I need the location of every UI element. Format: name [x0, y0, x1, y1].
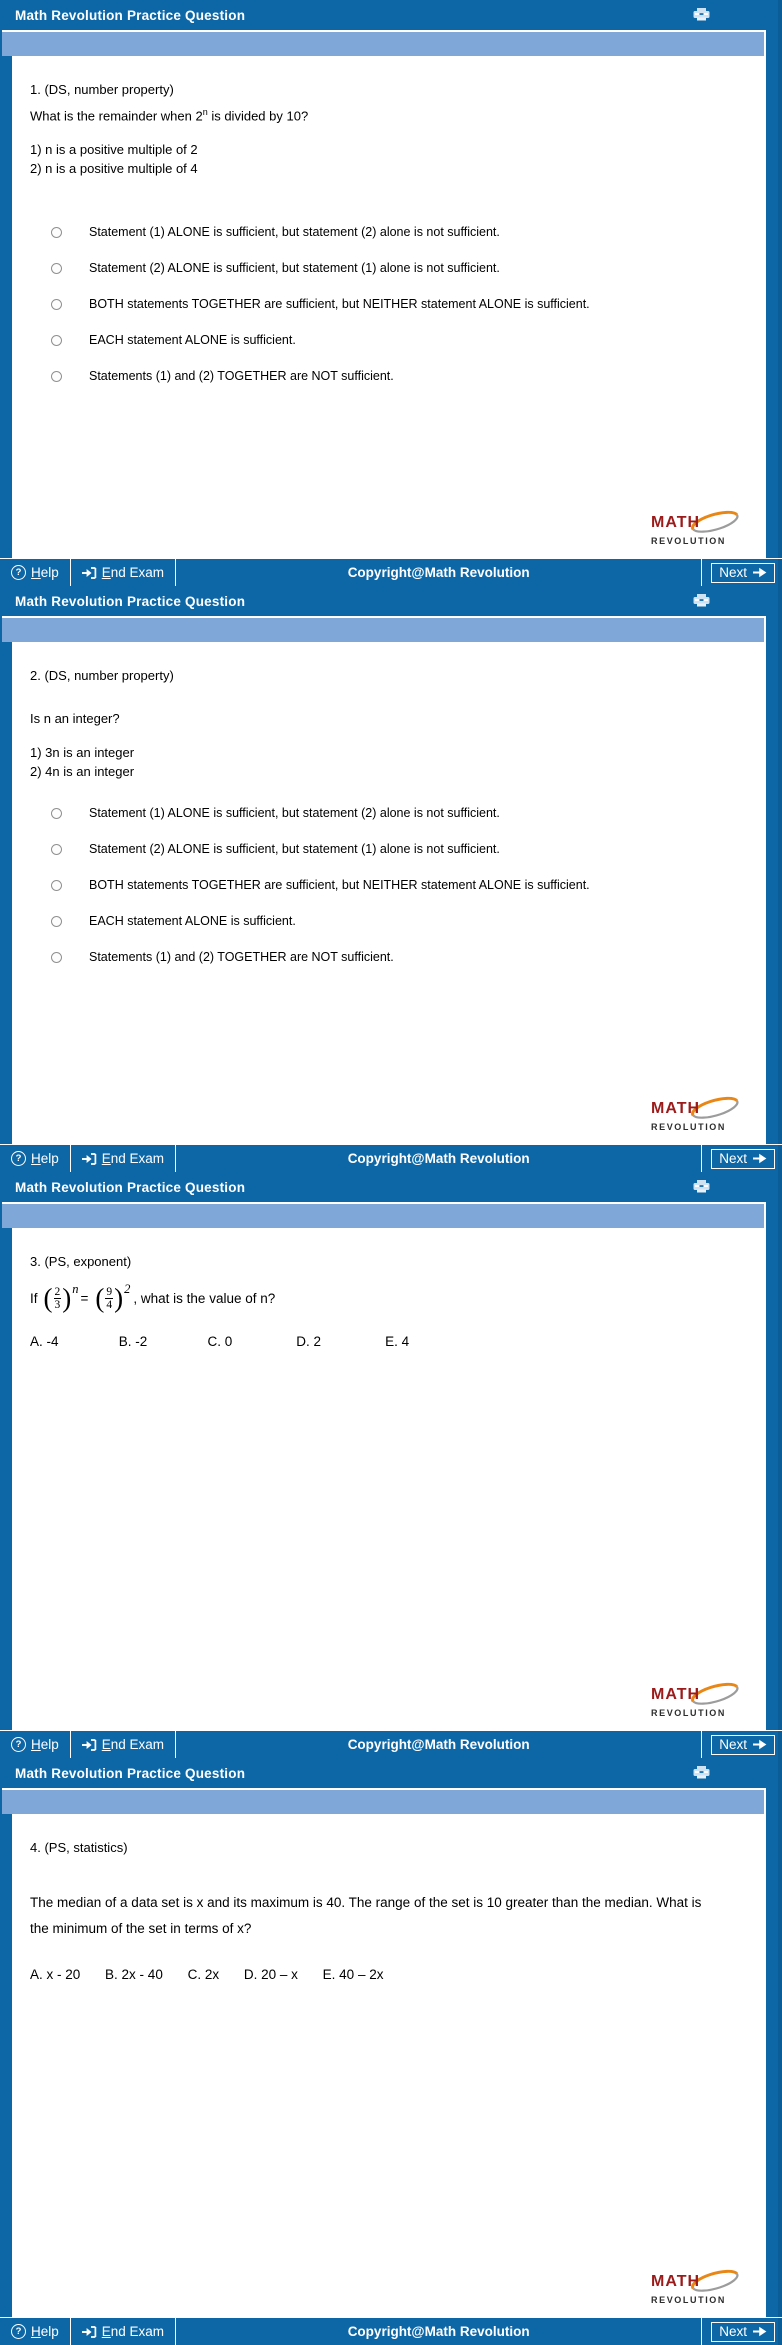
question-header: 1. (DS, number property) — [30, 82, 174, 97]
stem-text: is divided by 10? — [207, 108, 309, 124]
label-text: N — [719, 564, 729, 580]
bottom-toolbar — [0, 558, 782, 586]
logo-revolution-text: REVOLUTION — [651, 536, 727, 546]
choice-c: C. 0 — [207, 1334, 233, 1349]
left-paren: ( — [43, 1283, 53, 1313]
answer-options — [30, 804, 746, 967]
answer-options — [30, 223, 746, 386]
titlebar — [0, 1758, 782, 1788]
option-label: BOTH statements TOGETHER are sufficient, but NEITHER statement ALONE is sufficient. — [89, 297, 590, 312]
radio-circle[interactable] — [51, 808, 62, 819]
window-title: Math Revolution Practice Question — [15, 593, 246, 609]
end-exam-button[interactable] — [71, 2318, 175, 2345]
label-text: H — [31, 565, 41, 580]
radio-circle[interactable] — [51, 952, 62, 963]
math-revolution-logo — [651, 513, 749, 546]
choice-d: D. 20 – x — [243, 1967, 298, 1982]
option-label: BOTH statements TOGETHER are sufficient, but NEITHER statement ALONE is sufficient. — [89, 878, 590, 892]
help-label — [31, 1737, 59, 1752]
question-content — [12, 1814, 766, 2317]
next-button[interactable] — [711, 563, 775, 583]
label-text: nd Exam — [110, 2324, 165, 2339]
option-label: EACH statement ALONE is sufficient. — [89, 333, 296, 348]
titlebar — [0, 1172, 782, 1202]
statement-1: 1) n is a positive multiple of 2 — [30, 142, 198, 158]
fraction-9-4 — [105, 1286, 113, 1311]
answer-option-d[interactable] — [30, 912, 746, 931]
question-header: 2. (DS, number property) — [30, 668, 174, 683]
option-label: Statements (1) and (2) TOGETHER are NOT sufficient. — [89, 369, 394, 384]
next-button[interactable] — [711, 1149, 775, 1169]
label-text: nd Exam — [110, 1737, 165, 1752]
equation — [30, 1282, 746, 1313]
math-revolution-logo — [651, 2272, 749, 2305]
right-arrow-icon — [753, 567, 767, 578]
help-icon: ? — [11, 2324, 26, 2339]
equation-text: , what is the value of n? — [133, 1291, 276, 1306]
label-text: H — [31, 1151, 41, 1166]
copyright-text: Copyright@Math Revolution — [347, 1737, 530, 1752]
equation-text: If — [30, 1291, 38, 1306]
end-exam-label — [102, 1737, 164, 1752]
window-title: Math Revolution Practice Question — [15, 1179, 246, 1195]
label-text: elp — [40, 2324, 59, 2339]
printer-icon[interactable] — [693, 1180, 710, 1193]
label-text: elp — [40, 1151, 59, 1166]
bottom-toolbar — [0, 1730, 782, 1758]
exit-icon — [82, 1739, 97, 1751]
question-stem: Is n an integer? — [30, 711, 120, 726]
question-content — [12, 1228, 766, 1730]
end-exam-label — [102, 2324, 164, 2339]
question-content — [12, 642, 766, 1144]
left-paren: ( — [95, 1283, 105, 1313]
label-text: H — [31, 1737, 41, 1752]
header-strip — [2, 30, 766, 56]
bottom-toolbar — [0, 2317, 782, 2345]
choice-e: E. 40 – 2x — [322, 1967, 384, 1982]
answer-choices — [30, 1332, 746, 1351]
choice-e: E. 4 — [385, 1334, 410, 1349]
option-label: Statement (1) ALONE is sufficient, but statement (2) alone is not sufficient. — [89, 806, 500, 820]
next-button[interactable] — [711, 1735, 775, 1755]
label-text: ext — [728, 1150, 747, 1166]
option-label: Statement (2) ALONE is sufficient, but statement (1) alone is not sufficient. — [89, 261, 500, 276]
radio-circle[interactable] — [51, 335, 62, 346]
choice-b: B. -2 — [118, 1334, 148, 1349]
question-stem — [30, 1890, 746, 1942]
radio-circle[interactable] — [51, 880, 62, 891]
logo-revolution-text: REVOLUTION — [651, 1122, 727, 1132]
question-content — [12, 56, 766, 558]
label-text: ext — [728, 1736, 747, 1752]
exit-icon — [82, 2326, 97, 2338]
label-text: nd Exam — [110, 1151, 165, 1166]
choice-a: A. x - 20 — [30, 1967, 81, 1982]
label-text: E — [101, 1151, 111, 1166]
help-icon: ? — [11, 565, 26, 580]
logo-math-text: MATH — [651, 1100, 701, 1117]
question-stem — [30, 103, 746, 125]
radio-circle[interactable] — [51, 844, 62, 855]
option-label: Statements (1) and (2) TOGETHER are NOT sufficient. — [89, 950, 394, 964]
help-icon: ? — [11, 1151, 26, 1166]
answer-option-e[interactable] — [30, 948, 746, 967]
choice-c: C. 2x — [187, 1967, 220, 1982]
next-button-area — [702, 559, 782, 586]
titlebar — [0, 0, 782, 30]
next-button-area — [702, 1731, 782, 1758]
exit-icon — [82, 1153, 97, 1165]
next-label — [719, 1737, 747, 1752]
statements — [30, 140, 746, 178]
logo-math-text: MATH — [651, 2273, 701, 2290]
copyright-text: Copyright@Math Revolution — [347, 1151, 530, 1166]
help-icon: ? — [11, 1737, 26, 1752]
label-text: nd Exam — [110, 565, 165, 580]
label-text: E — [101, 1737, 111, 1752]
next-button[interactable] — [711, 2322, 775, 2342]
end-exam-button[interactable] — [71, 1145, 175, 1172]
bottom-toolbar — [0, 1144, 782, 1172]
stem-exponent: n — [202, 107, 208, 117]
radio-circle[interactable] — [51, 263, 62, 274]
help-button[interactable] — [0, 559, 70, 586]
answer-option-a[interactable] — [30, 223, 746, 242]
choice-b: B. 2x - 40 — [105, 1967, 163, 1982]
equals-sign: = — [80, 1291, 89, 1306]
right-arrow-icon — [753, 1739, 767, 1750]
logo-revolution-text: REVOLUTION — [651, 2295, 727, 2305]
logo-revolution-text: REVOLUTION — [651, 1708, 727, 1718]
window-title: Math Revolution Practice Question — [15, 1765, 246, 1781]
label-text: N — [719, 1150, 729, 1166]
help-label — [31, 2324, 59, 2339]
end-exam-label — [102, 565, 164, 580]
right-paren: ) — [62, 1283, 72, 1313]
right-arrow-icon — [753, 1153, 767, 1164]
option-label: EACH statement ALONE is sufficient. — [89, 914, 296, 928]
end-exam-label — [102, 1151, 164, 1166]
label-text: N — [719, 2323, 729, 2339]
answer-option-a[interactable] — [30, 804, 746, 823]
exponent-n: n — [72, 1282, 79, 1296]
numerator: 9 — [106, 1286, 113, 1298]
denominator: 4 — [106, 1299, 113, 1311]
header-strip — [2, 616, 766, 642]
exponent-2: 2 — [124, 1282, 131, 1296]
next-label — [719, 2324, 747, 2339]
help-button[interactable] — [0, 2318, 70, 2345]
label-text: elp — [40, 565, 59, 580]
question-panel-4 — [0, 1758, 782, 2345]
label-text: H — [31, 2324, 41, 2339]
choice-a: A. -4 — [30, 1334, 59, 1349]
label-text: E — [101, 2324, 111, 2339]
label-text: E — [101, 565, 111, 580]
radio-circle[interactable] — [51, 227, 62, 238]
statement-2: 2) 4n is an integer — [30, 764, 135, 779]
option-label: Statement (2) ALONE is sufficient, but statement (1) alone is not sufficient. — [89, 842, 500, 856]
answer-choices — [30, 1965, 746, 1984]
printer-icon[interactable] — [693, 1766, 710, 1779]
math-revolution-logo — [651, 1685, 749, 1718]
printer-icon[interactable] — [693, 8, 710, 21]
label-text: ext — [728, 2323, 747, 2339]
next-label — [719, 1151, 747, 1166]
window-title: Math Revolution Practice Question — [15, 7, 246, 23]
statements — [30, 743, 746, 781]
end-exam-button[interactable] — [71, 559, 175, 586]
stem-line-1: The median of a data set is x and its maximum is 40. The range of the set is 10 greater than the median. What is — [30, 1895, 702, 1910]
right-arrow-icon — [753, 2326, 767, 2337]
exit-icon — [82, 567, 97, 579]
next-label — [719, 565, 747, 580]
radio-circle[interactable] — [51, 916, 62, 927]
help-button[interactable] — [0, 1145, 70, 1172]
question-header: 4. (PS, statistics) — [30, 1840, 128, 1855]
header-strip — [2, 1202, 766, 1228]
answer-option-b[interactable] — [30, 259, 746, 278]
answer-option-c[interactable] — [30, 295, 746, 314]
fraction-2-3 — [54, 1286, 62, 1311]
header-strip — [2, 1788, 766, 1814]
logo-math-text: MATH — [651, 1686, 701, 1703]
question-panel-1 — [0, 0, 782, 586]
titlebar — [0, 586, 782, 616]
answer-option-d[interactable] — [30, 331, 746, 350]
stem-line-2: the minimum of the set in terms of x? — [30, 1921, 252, 1936]
math-revolution-logo — [651, 1099, 749, 1132]
radio-circle[interactable] — [51, 299, 62, 310]
statement-2: 2) n is a positive multiple of 4 — [30, 161, 198, 177]
help-label — [31, 1151, 59, 1166]
answer-option-c[interactable] — [30, 876, 746, 895]
choice-d: D. 2 — [296, 1334, 322, 1349]
option-label: Statement (1) ALONE is sufficient, but statement (2) alone is not sufficient. — [89, 225, 500, 240]
question-panel-2 — [0, 586, 782, 1172]
right-paren: ) — [114, 1283, 124, 1313]
answer-option-e[interactable] — [30, 367, 746, 386]
stem-text: What is the remainder when 2 — [30, 108, 203, 124]
help-label — [31, 565, 59, 580]
label-text: ext — [728, 564, 747, 580]
answer-option-b[interactable] — [30, 840, 746, 859]
next-button-area — [702, 1145, 782, 1172]
copyright-text: Copyright@Math Revolution — [347, 2324, 530, 2339]
help-button[interactable] — [0, 1731, 70, 1758]
statement-1: 1) 3n is an integer — [30, 745, 135, 760]
numerator: 2 — [54, 1286, 61, 1298]
question-panel-3 — [0, 1172, 782, 1758]
copyright-text: Copyright@Math Revolution — [347, 565, 530, 580]
denominator: 3 — [54, 1299, 61, 1311]
end-exam-button[interactable] — [71, 1731, 175, 1758]
printer-icon[interactable] — [693, 594, 710, 607]
question-header: 3. (PS, exponent) — [30, 1254, 132, 1269]
label-text: elp — [40, 1737, 59, 1752]
label-text: N — [719, 1736, 729, 1752]
radio-circle[interactable] — [51, 371, 62, 382]
next-button-area — [702, 2318, 782, 2345]
logo-math-text: MATH — [651, 514, 701, 531]
